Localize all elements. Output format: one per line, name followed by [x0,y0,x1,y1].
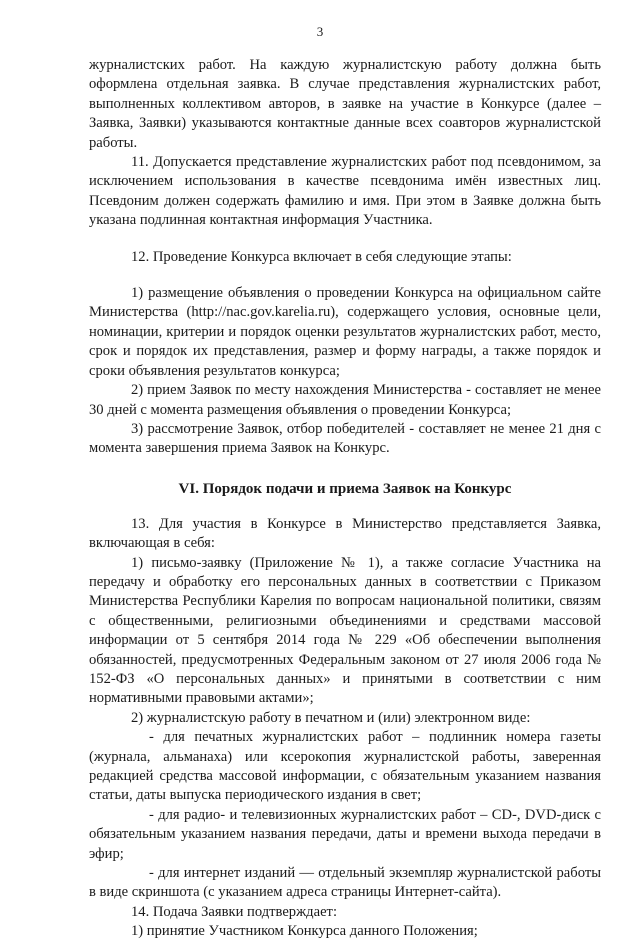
paragraph-13: 13. Для участия в Конкурсе в Министерство представляется Заявка, включающая в себя: [89,515,601,552]
paragraph-14: 14. Подача Заявки подтверждает: [131,903,337,920]
paragraph-13-item-1: 1) письмо-заявку (Приложение № 1), а также согласие Участника на передачу и обработку его персональных данных в соответствии с Приказом Министерства Республики Карелия по вопросам национальной политики, связям с общественными, религиозными объединениями и средствами массовой информации от 5 сентября 2014 года № 229 «Об обеспечении выполнения обязанностей, предусмотренных Федеральным законом от 27 июля 2006 года № 152-ФЗ «О персональных данных» и принятыми в соответствии с ним нормативными правовыми актами»; [89,554,601,707]
page-number: 3 [316,24,324,39]
paragraph-13-internet: - для интернет изданий — отдельный экземпляр журналистской работы в виде скриншота (с указанием адреса страницы Интернет-сайта). [89,865,601,901]
paragraph-13-printed: - для печатных журналистских работ – подлинник номера газеты (журнала, альманаха) или ксерокопия журналистской работы, заверенная редакцией средства массовой информации, с обязательным указанием названия статьи, даты выпуска периодического издания в свет; [89,729,601,804]
paragraph-12: 12. Проведение Конкурса включает в себя следующие этапы: [131,248,512,265]
paragraph-13-radio-tv: - для радио- и телевизионных журналистских работ – CD-, DVD-диск с обязательным указанием названия передачи, даты и времени выхода передачи в эфир; [89,806,601,862]
paragraph-14-item-1: 1) принятие Участником Конкурса данного Положения; [131,923,478,940]
paragraph-12-item-1: 1) размещение объявления о проведении Конкурса на официальном сайте Министерства (http://nac.gov.karelia.ru), содержащего условия, основные цели, номинации, критерии и порядок оценки результатов журналистских работ, место, срок и порядок их представления, размер и форму награды, а также порядок и сроки объявления результатов конкурса; [89,285,601,379]
document-body [89,56,601,942]
section-heading: VI. Порядок подачи и приема Заявок на Конкурс [178,480,512,497]
paragraph-12-item-3: 3) рассмотрение Заявок, отбор победителей - составляет не менее 21 дня с момента завершения приема Заявок на Конкурс. [89,420,601,457]
paragraph-11: 11. Допускается представление журналистских работ под псевдонимом, за исключением использования в качестве псевдонима имён известных лиц. Псевдоним должен содержать фамилию и имя. При этом в Заявке должна быть указана подлинная контактная информация Участника. [89,154,601,229]
paragraph-12-item-2: 2) прием Заявок по месту нахождения Министерства - составляет не менее 30 дней с момента размещения объявления о проведении Конкурса; [89,382,601,418]
paragraph-13-item-2: 2) журналистскую работу в печатном и (или) электронном виде: [131,709,531,726]
paragraph-10-continuation: журналистских работ. На каждую журналистскую работу должна быть оформлена отдельная заявка. В случае представления журналистских работ, выполненных коллективом авторов, в заявке на участие в Конкурсе (далее – Заявка, Заявки) указываются контактные данные всех соавторов журналистской работы. [89,57,601,151]
